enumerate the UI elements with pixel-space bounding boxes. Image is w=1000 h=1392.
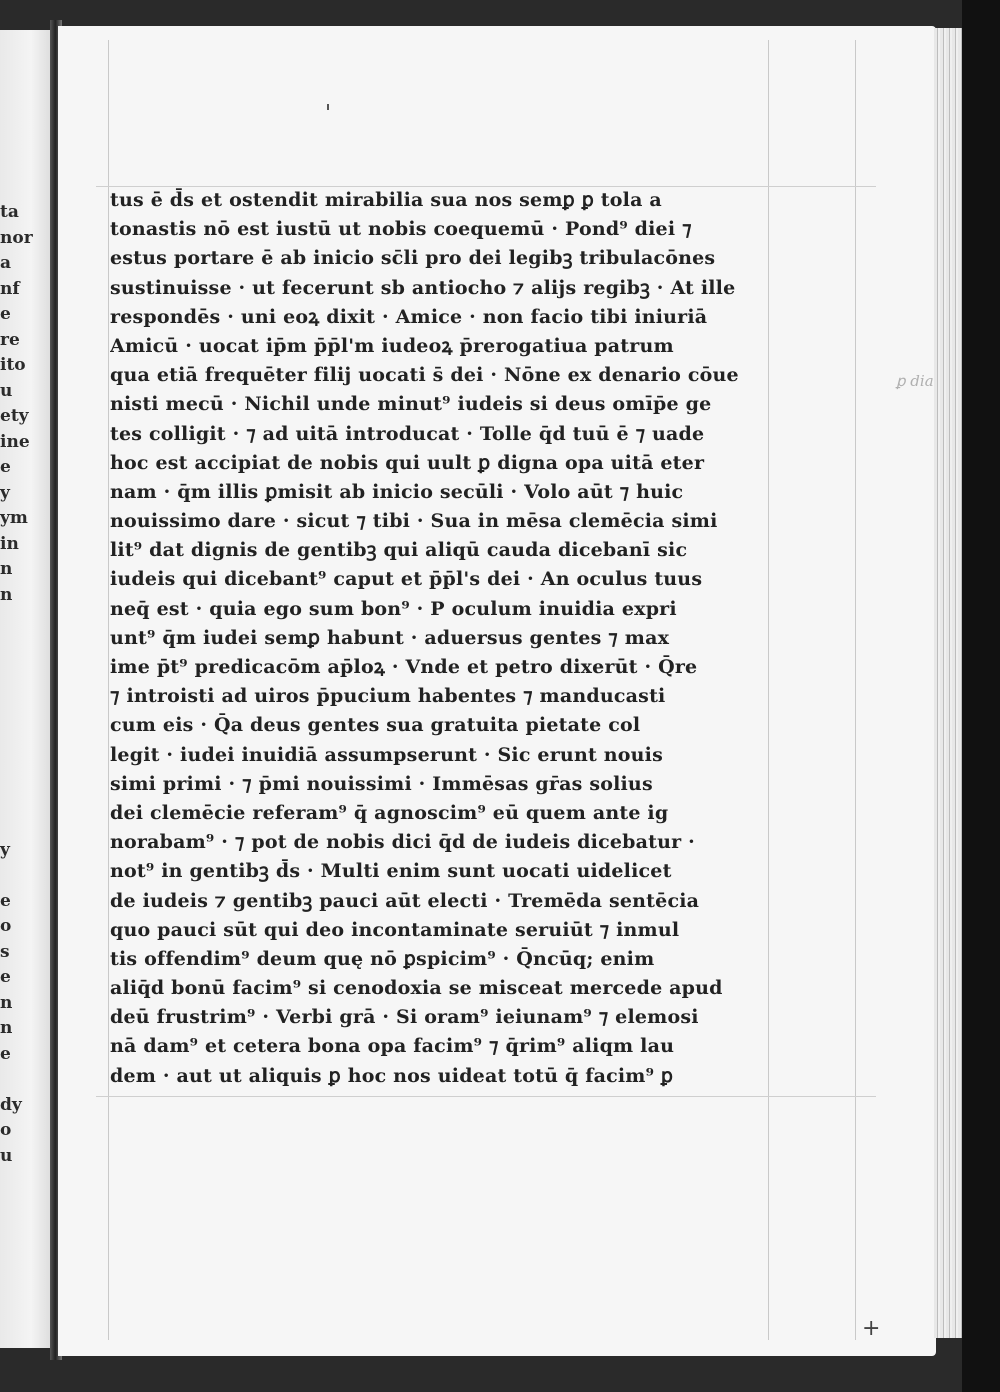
left-fragment: o [0,1120,12,1140]
plus-mark: + [862,1316,881,1341]
left-fragment: e [0,1043,11,1064]
text-line: iudeis qui dicebant⁹ caput et p̄p̄l's dei · An oculus tuus [110,568,703,591]
left-fragment: nf [0,278,20,299]
text-line: respondēs · uni eoꝝ dixit · Amice · non facio tibi iniuriā [110,305,708,328]
left-fragment: e [0,890,11,911]
page-edges [934,28,964,1338]
text-line: deū frustrim⁹ · Verbi grā · Si oram⁹ ieiunam⁹ ⁊ elemosi [110,1006,699,1029]
ink-dot-mark [327,104,329,110]
text-line: sustinuisse · ut fecerunt sb antiocho ⁊ alijs regibꝫ · At ille [110,276,736,299]
text-line: de iudeis ⁊ gentibꝫ pauci aūt electi · Tremēda sentēcia [110,889,700,912]
left-fragment: re [0,329,20,350]
left-fragment: e [0,457,11,477]
ruling-line-outer [855,40,856,1340]
left-fragment: ito [0,355,26,375]
left-fragment: dy [0,1094,22,1115]
left-fragment: n [0,584,13,605]
left-fragment: ine [0,431,30,452]
marginal-note: ꝑ dia [896,372,934,390]
text-line: aliq̄d bonū facim⁹ si cenodoxia se misceat mercede apud [110,977,723,1000]
text-line: nam · q̄m illis ꝑmisit ab inicio secūli · Volo aūt ⁊ huic [110,480,684,503]
text-line: quo pauci sūt qui deo incontaminate seruiūt ⁊ inmul [110,918,680,941]
left-fragment: u [0,380,13,401]
left-fragment [0,1067,34,1093]
left-fragment [0,812,34,838]
text-line: tis offendim⁹ deum quę nō ꝑspicim⁹ · Q̄ncūq; enim [110,947,655,970]
text-line: nā dam⁹ et cetera bona opa facim⁹ ⁊ q̄rim⁹ aliqm lau [110,1035,675,1058]
text-line: estus portare ē ab inicio sc̄li pro dei legibꝫ tribulacōnes [110,247,716,270]
left-fragment: nor [0,227,33,248]
left-fragment: n [0,1018,13,1038]
text-line: nouissimo dare · sicut ⁊ tibi · Sua in mēsa clemēcia simi [110,510,718,533]
left-fragment: s [0,941,10,962]
left-fragment [0,608,34,634]
left-fragment: o [0,916,12,936]
facing-page-left [0,30,52,1348]
ruling-line-right [768,40,769,1340]
text-line: hoc est accipiat de nobis qui uult ꝑ digna opa uitā eter [110,451,705,474]
text-line: dei clemēcie referam⁹ q̄ agnoscim⁹ eū quem ante ig [110,801,669,824]
left-fragment [0,787,34,813]
left-fragment [0,710,34,736]
left-fragment: e [0,967,11,987]
text-line: not⁹ in gentibꝫ d̄s · Multi enim sunt uocati uidelicet [110,860,672,883]
text-line: lit⁹ dat dignis de gentibꝫ qui aliqū cauda dicebanī sic [110,539,688,562]
text-line: Amicū · uocat ip̄m p̄p̄l'm iudeoꝝ p̄rerogatiua patrum [110,334,674,357]
text-line: legit · iudei inuidiā assumpserunt · Sic erunt nouis [110,743,663,766]
left-fragment: a [0,253,12,273]
left-fragment [0,761,34,787]
text-line: unt⁹ q̄m iudei semꝑ habunt · aduersus gentes ⁊ max [110,626,670,649]
left-fragment [0,863,34,889]
left-fragment [0,736,34,762]
left-fragment [0,634,34,660]
text-line: nisti mecū · Nichil unde minut⁹ iudeis si deus omīp̄e ge [110,393,712,416]
left-fragment: ety [0,406,29,426]
left-fragment: y [0,839,10,860]
left-fragment: ym [0,508,28,528]
dark-background-edge [962,0,1000,1392]
text-line: dem · aut ut aliquis ꝑ hoc nos uideat totū q̄ facim⁹ ꝑ [110,1064,674,1087]
left-fragment [0,659,34,685]
left-fragment: n [0,559,13,579]
left-fragment: n [0,992,13,1013]
text-line: neq̄ est · quia ego sum bon⁹ · P oculum inuidia expri [110,597,677,620]
ruling-line-bottom [96,1096,876,1097]
ruling-line-left [108,40,109,1340]
left-fragment: e [0,304,11,324]
left-page-text-fragments [0,200,34,1169]
main-text-block [110,186,768,1091]
text-line: simi primi · ⁊ p̄mi nouissimi · Immēsas gr̄as solius [110,772,653,795]
text-line: ime p̄t⁹ predicacōm ap̄loꝝ · Vnde et petro dixerūt · Q̄re [110,656,698,678]
left-fragment: ta [0,202,19,222]
text-line: tus ē d̄s et ostendit mirabilia sua nos semꝑ ꝑ tola a [110,189,662,211]
left-fragment [0,685,34,711]
left-fragment: y [0,482,10,503]
text-line: norabam⁹ · ⁊ pot de nobis dici q̄d de iudeis dicebatur · [110,831,695,854]
text-line: cum eis · Q̄a deus gentes sua gratuita pietate col [110,714,641,737]
text-line: tonastis nō est iustū ut nobis coequemū · Pond⁹ diei ⁊ [110,218,692,241]
left-fragment: u [0,1145,13,1166]
text-line: qua etiā frequēter filij uocati s̄ dei · Nōne ex denario cōue [110,364,739,387]
text-line: tes colligit · ⁊ ad uitā introducat · Tolle q̄d tuū ē ⁊ uade [110,422,705,445]
text-line: ⁊ introisti ad uiros p̄pucium habentes ⁊ manducasti [110,685,666,708]
left-fragment: in [0,533,19,554]
